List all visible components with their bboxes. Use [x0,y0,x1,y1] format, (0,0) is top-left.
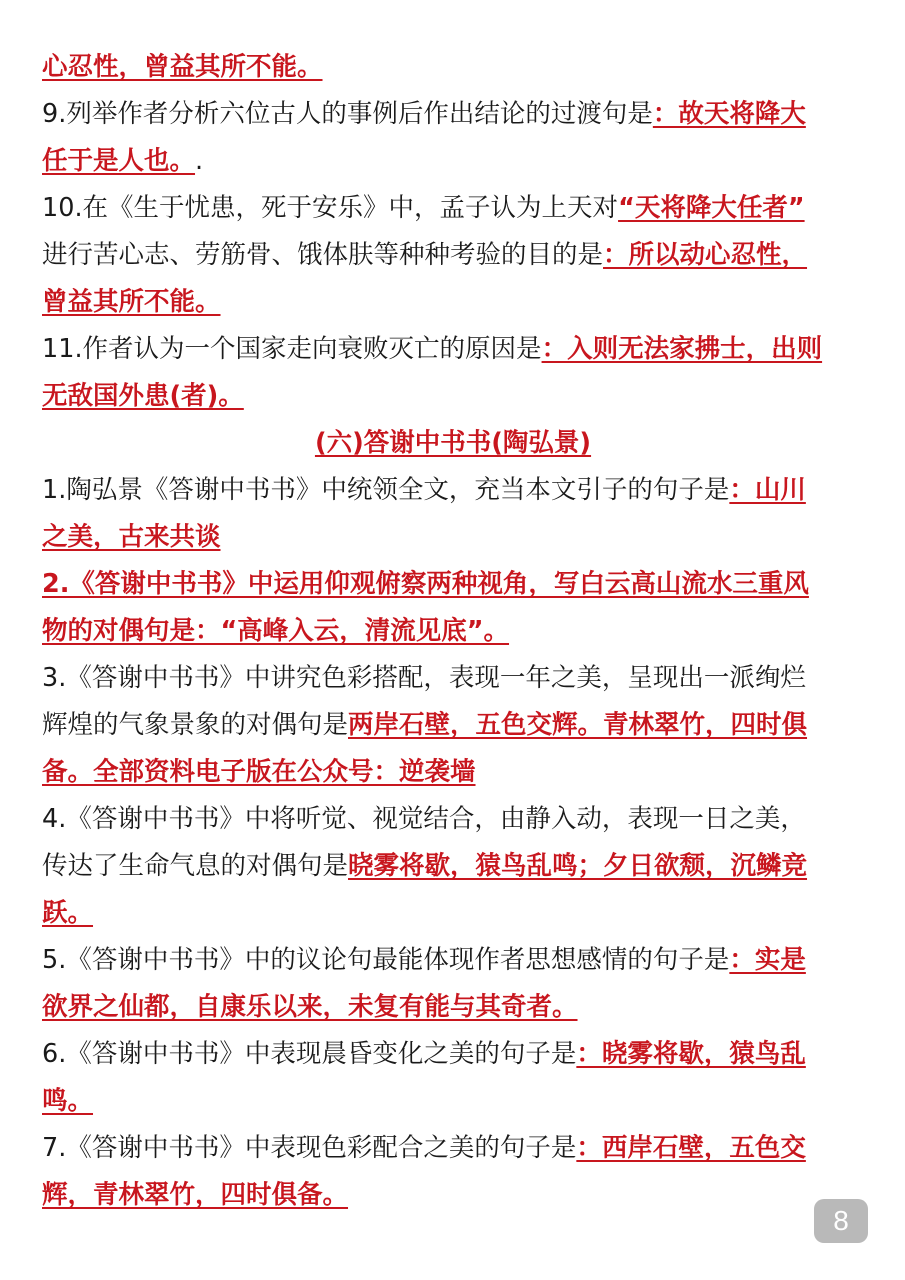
answer-text: 跃。 [42,898,94,928]
section-heading: (六)答谢中书书(陶弘景) [314,428,592,458]
question-text: 5.《答谢中书书》中的议论句最能体现作者思想感情的句子是 [42,945,730,975]
question-11 [42,326,864,373]
text-line [42,749,864,796]
answer-text: 欲界之仙都，自康乐以来，未复有能与其奇者。 [42,992,578,1022]
answer-text: 备。全部资料电子版在公众号：逆袭墙 [42,757,476,787]
answer-text: ：晓雾将歇，猿鸟乱 [576,1039,806,1069]
text-line [42,232,864,279]
question-text: 7.《答谢中书书》中表现色彩配合之美的句子是 [42,1133,577,1163]
question-text: 1.陶弘景《答谢中书书》中统领全文，充当本文引子的句子是 [42,475,730,505]
question-3 [42,655,864,702]
text-line [42,514,864,561]
answer-text: 心忍性，曾益其所不能。 [42,52,323,82]
question-1 [42,467,864,514]
answer-text: ：所以动心忍性， [603,240,808,270]
answer-text: 2.《答谢中书书》中运用仰观俯察两种视角，写白云高山流水三重风 [42,569,809,599]
question-10 [42,185,864,232]
question-9 [42,91,864,138]
question-5 [42,937,864,984]
trailing-text: . [195,146,204,176]
answer-text: 辉，青林翠竹，四时俱备。 [42,1180,349,1210]
page-number-badge: 8 [814,1199,868,1243]
document-page [42,44,864,1219]
answer-text: 鸣。 [42,1086,94,1116]
question-7 [42,1125,864,1172]
question-text: 10.在《生于忧患，死于安乐》中，孟子认为上天对 [42,193,619,223]
answer-text: ：山川 [729,475,806,505]
text-line [42,279,864,326]
answer-text: 物的对偶句是：“高峰入云，清流见底”。 [42,616,510,646]
question-2 [42,561,864,608]
text-line [42,890,864,937]
answer-text: 之美，古来共谈 [42,522,221,552]
answer-text: 无敌国外患(者)。 [42,381,244,411]
answer-text: 晓雾将歇，猿鸟乱鸣；夕日欲颓，沉鳞竞 [348,851,808,881]
question-text: 3.《答谢中书书》中讲究色彩搭配，表现一年之美，呈现出一派绚烂 [42,663,806,693]
text-line [42,44,864,91]
question-text: 传达了生命气息的对偶句是 [42,851,349,881]
question-text: 辉煌的气象景象的对偶句是 [42,710,349,740]
question-text: 11.作者认为一个国家走向衰败灭亡的原因是 [42,334,542,364]
question-text: 9.列举作者分析六位古人的事例后作出结论的过渡句是 [42,99,653,129]
text-line [42,373,864,420]
question-6 [42,1031,864,1078]
text-line [42,984,864,1031]
text-line [42,843,864,890]
answer-text: 曾益其所不能。 [42,287,221,317]
text-line [42,1172,864,1219]
text-line [42,138,864,185]
text-line [42,608,864,655]
question-4 [42,796,864,843]
text-line [42,1078,864,1125]
answer-text: 两岸石壁，五色交辉。青林翠竹，四时俱 [348,710,808,740]
answer-text: ：西岸石壁，五色交 [576,1133,806,1163]
question-text: 进行苦心志、劳筋骨、饿体肤等种种考验的目的是 [42,240,604,270]
answer-text: ：实是 [729,945,806,975]
question-text: 6.《答谢中书书》中表现晨昏变化之美的句子是 [42,1039,577,1069]
answer-text: ：故天将降大 [652,99,806,129]
answer-text: “天将降大任者” [618,193,805,223]
answer-text: ：入则无法家拂士，出则 [541,334,823,364]
text-line [42,702,864,749]
answer-text: 任于是人也。 [42,146,196,176]
question-text: 4.《答谢中书书》中将听觉、视觉结合，由静入动，表现一日之美， [42,804,806,834]
